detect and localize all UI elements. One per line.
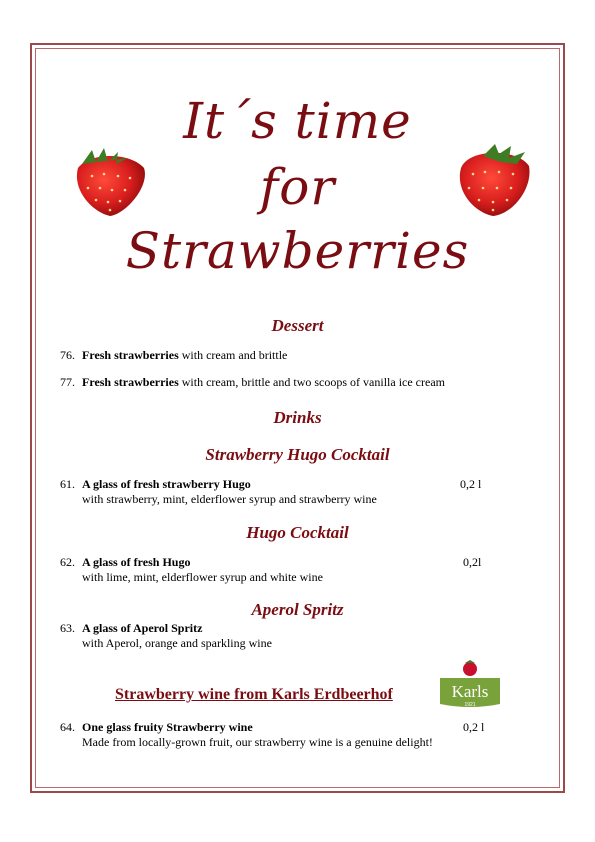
item-62-volume: 0,2l	[463, 555, 482, 569]
title-line-3: Strawberries	[125, 222, 470, 280]
item-77-text	[82, 375, 445, 390]
strawberry-right-icon	[455, 142, 535, 218]
item-62-name: A glass of fresh Hugo	[82, 555, 191, 569]
item-63-number: 63.	[60, 621, 75, 635]
item-64-name: One glass fruity Strawberry wine	[82, 720, 253, 734]
item-76-number: 76.	[60, 348, 75, 362]
heading-hugo: Hugo Cocktail	[246, 523, 349, 542]
item-77-rest: with cream, brittle and two scoops of vanilla ice cream	[178, 375, 445, 389]
item-63-name: A glass of Aperol Spritz	[82, 621, 203, 635]
item-77-bold: Fresh strawberries	[82, 375, 179, 389]
item-63-description: with Aperol, orange and sparkling wine	[82, 636, 272, 650]
heading-aperol: Aperol Spritz	[251, 600, 344, 619]
item-61-description: with strawberry, mint, elderflower syrup and strawberry wine	[82, 492, 377, 506]
item-76-bold: Fresh strawberries	[82, 348, 179, 362]
karls-logo-year: 1921	[464, 702, 476, 708]
heading-strawberry-wine: Strawberry wine from Karls Erdbeerhof	[115, 686, 393, 703]
item-62-description: with lime, mint, elderflower syrup and white wine	[82, 570, 323, 584]
karls-logo	[438, 660, 502, 708]
heading-drinks: Drinks	[273, 408, 322, 427]
item-77-number: 77.	[60, 375, 75, 389]
item-61-name: A glass of fresh strawberry Hugo	[82, 477, 251, 491]
item-62-number: 62.	[60, 555, 75, 569]
title-line-1: It´s time	[183, 92, 412, 150]
item-64-number: 64.	[60, 720, 75, 734]
item-64-volume: 0,2 l	[463, 720, 485, 734]
heading-strawberry-hugo: Strawberry Hugo Cocktail	[205, 445, 390, 464]
item-76-text	[82, 348, 287, 363]
item-76-rest: with cream and brittle	[178, 348, 288, 362]
item-64-description: Made from locally-grown fruit, our strawberry wine is a genuine delight!	[82, 735, 433, 749]
karls-logo-text: Karls	[451, 682, 489, 701]
heading-dessert: Dessert	[271, 316, 324, 335]
item-61-number: 61.	[60, 477, 75, 491]
title-line-2: for	[259, 158, 336, 216]
strawberry-left-icon	[70, 146, 150, 218]
item-61-volume: 0,2 l	[460, 477, 482, 491]
